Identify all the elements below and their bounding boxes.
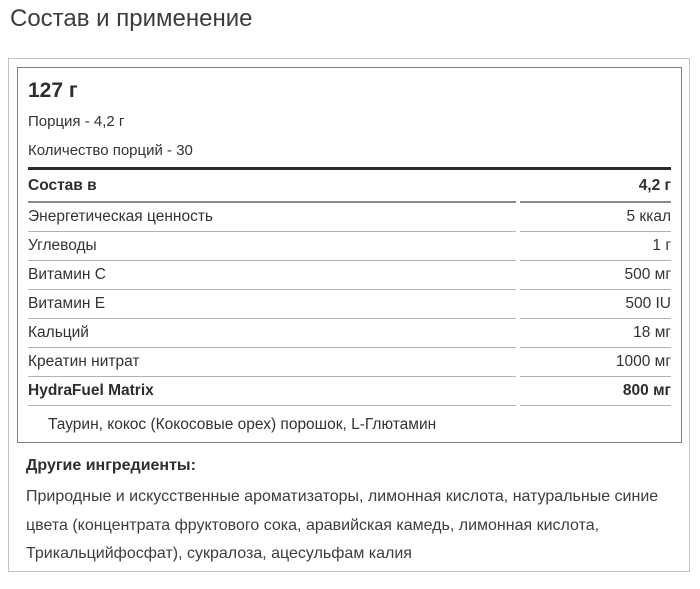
facts-row-label: Креатин нитрат (28, 348, 516, 377)
other-ingredients-heading: Другие ингредиенты: (26, 457, 196, 474)
facts-table-row (28, 261, 671, 290)
nutrition-facts-box (17, 67, 682, 443)
facts-row-value: 5 ккал (520, 203, 671, 232)
facts-table-row (28, 203, 671, 232)
facts-table-row (28, 319, 671, 348)
facts-row-label: Витамин E (28, 290, 516, 319)
facts-row-label: Витамин C (28, 261, 516, 290)
facts-row-value: 500 мг (520, 261, 671, 290)
facts-row-value: 1 г (520, 232, 671, 261)
page-title: Состав и применение (10, 5, 253, 32)
facts-table-header (28, 170, 671, 203)
other-ingredients-text: Природные и искусственные ароматизаторы, лимонная кислота, натуральные синие цвета (концентрата фруктового сока, аравийская камедь, лимонная кислота, Трикальцийфосфат), сукралоза, ацесульфам калия (26, 488, 659, 562)
facts-row-value: 800 мг (520, 377, 671, 406)
blend-ingredients-note: Таурин, кокос (Кокосовые орех) порошок, L-Глютамин (48, 416, 437, 433)
facts-header-value: 4,2 г (520, 170, 671, 203)
facts-table-row (28, 377, 671, 406)
net-weight: 127 г (28, 79, 78, 102)
facts-row-label: Энергетическая ценность (28, 203, 516, 232)
facts-table-row (28, 232, 671, 261)
facts-row-value: 18 мг (520, 319, 671, 348)
facts-header-label: Состав в (28, 170, 516, 203)
servings-per-container: Количество порций - 30 (28, 142, 193, 159)
facts-row-value: 500 IU (520, 290, 671, 319)
facts-table-row (28, 348, 671, 377)
facts-row-label: HydraFuel Matrix (28, 377, 516, 406)
serving-size: Порция - 4,2 г (28, 113, 125, 130)
other-ingredients-section (17, 443, 682, 569)
facts-table-row (28, 290, 671, 319)
facts-row-label: Кальций (28, 319, 516, 348)
facts-table-rows (28, 203, 671, 406)
composition-panel (8, 58, 690, 572)
facts-row-label: Углеводы (28, 232, 516, 261)
facts-row-value: 1000 мг (520, 348, 671, 377)
